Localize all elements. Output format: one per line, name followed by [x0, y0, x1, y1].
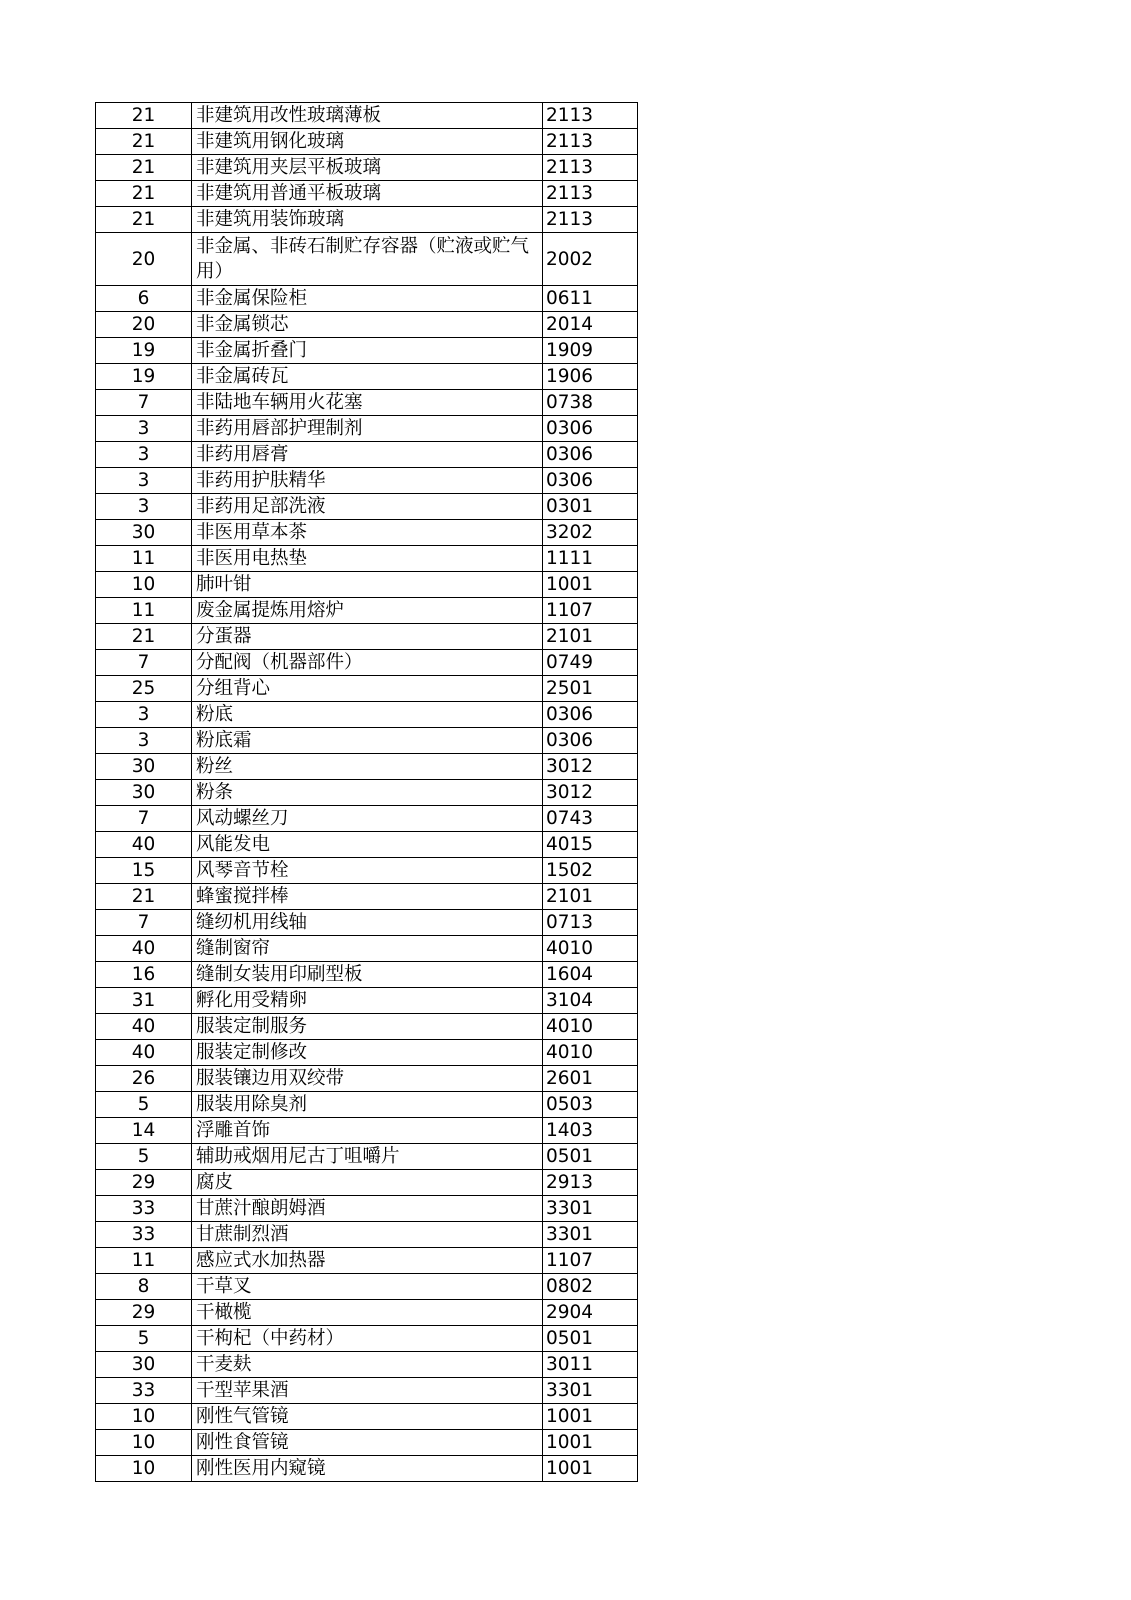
goods-name-cell: 干草叉 — [192, 1274, 543, 1300]
table-row — [96, 442, 638, 468]
goods-name-cell: 非陆地车辆用火花塞 — [192, 390, 543, 416]
group-code-cell: 2101 — [543, 624, 638, 650]
goods-name-cell: 非金属保险柜 — [192, 286, 543, 312]
table-row — [96, 1248, 638, 1274]
class-number-cell: 10 — [96, 1404, 192, 1430]
class-number-cell: 10 — [96, 1456, 192, 1482]
goods-name-cell: 刚性医用内窥镜 — [192, 1456, 543, 1482]
group-code-cell: 0306 — [543, 728, 638, 754]
class-number-cell: 21 — [96, 129, 192, 155]
class-number-cell: 10 — [96, 572, 192, 598]
table-row — [96, 624, 638, 650]
table-row — [96, 728, 638, 754]
group-code-cell: 4010 — [543, 936, 638, 962]
goods-name-cell: 服装定制服务 — [192, 1014, 543, 1040]
goods-name-cell: 粉丝 — [192, 754, 543, 780]
group-code-cell: 1502 — [543, 858, 638, 884]
table-row — [96, 1404, 638, 1430]
goods-name-cell: 粉底霜 — [192, 728, 543, 754]
goods-name-cell: 服装定制修改 — [192, 1040, 543, 1066]
table-row — [96, 1326, 638, 1352]
group-code-cell: 4010 — [543, 1040, 638, 1066]
class-number-cell: 26 — [96, 1066, 192, 1092]
goods-name-cell: 刚性食管镜 — [192, 1430, 543, 1456]
goods-name-cell: 非建筑用钢化玻璃 — [192, 129, 543, 155]
group-code-cell: 2601 — [543, 1066, 638, 1092]
class-number-cell: 20 — [96, 312, 192, 338]
group-code-cell: 2501 — [543, 676, 638, 702]
goods-name-cell: 甘蔗汁酿朗姆酒 — [192, 1196, 543, 1222]
class-number-cell: 40 — [96, 1040, 192, 1066]
group-code-cell: 1001 — [543, 572, 638, 598]
goods-name-cell: 孵化用受精卵 — [192, 988, 543, 1014]
table-row — [96, 1274, 638, 1300]
goods-name-cell: 非建筑用改性玻璃薄板 — [192, 103, 543, 129]
group-code-cell: 2113 — [543, 103, 638, 129]
class-number-cell: 21 — [96, 155, 192, 181]
group-code-cell: 3012 — [543, 780, 638, 806]
class-number-cell: 25 — [96, 676, 192, 702]
group-code-cell: 1906 — [543, 364, 638, 390]
goods-name-cell: 风能发电 — [192, 832, 543, 858]
group-code-cell: 1107 — [543, 1248, 638, 1274]
class-number-cell: 40 — [96, 832, 192, 858]
goods-name-cell: 缝制窗帘 — [192, 936, 543, 962]
table-row — [96, 780, 638, 806]
group-code-cell: 1001 — [543, 1430, 638, 1456]
group-code-cell: 0501 — [543, 1326, 638, 1352]
table-row — [96, 155, 638, 181]
table-row — [96, 988, 638, 1014]
goods-name-cell: 干橄榄 — [192, 1300, 543, 1326]
goods-name-cell: 刚性气管镜 — [192, 1404, 543, 1430]
class-number-cell: 40 — [96, 936, 192, 962]
table-row — [96, 390, 638, 416]
class-number-cell: 30 — [96, 780, 192, 806]
goods-name-cell: 分配阀（机器部件） — [192, 650, 543, 676]
class-number-cell: 3 — [96, 728, 192, 754]
class-number-cell: 7 — [96, 650, 192, 676]
table-row — [96, 1092, 638, 1118]
class-number-cell: 11 — [96, 1248, 192, 1274]
group-code-cell: 1001 — [543, 1456, 638, 1482]
group-code-cell: 3301 — [543, 1196, 638, 1222]
class-number-cell: 3 — [96, 702, 192, 728]
class-number-cell: 33 — [96, 1196, 192, 1222]
table-row — [96, 1118, 638, 1144]
goods-name-cell: 腐皮 — [192, 1170, 543, 1196]
class-number-cell: 11 — [96, 598, 192, 624]
table-row — [96, 468, 638, 494]
group-code-cell: 2113 — [543, 129, 638, 155]
class-number-cell: 10 — [96, 1430, 192, 1456]
goods-name-cell: 非金属折叠门 — [192, 338, 543, 364]
goods-name-cell: 非金属砖瓦 — [192, 364, 543, 390]
group-code-cell: 0306 — [543, 702, 638, 728]
goods-name-cell: 蜂蜜搅拌棒 — [192, 884, 543, 910]
goods-name-cell: 缝制女装用印刷型板 — [192, 962, 543, 988]
goods-name-cell: 肺叶钳 — [192, 572, 543, 598]
class-number-cell: 5 — [96, 1326, 192, 1352]
goods-table — [95, 102, 638, 1482]
group-code-cell: 0743 — [543, 806, 638, 832]
class-number-cell: 3 — [96, 494, 192, 520]
table-row — [96, 1144, 638, 1170]
table-row — [96, 1456, 638, 1482]
group-code-cell: 3104 — [543, 988, 638, 1014]
class-number-cell: 7 — [96, 806, 192, 832]
table-row — [96, 494, 638, 520]
table-row — [96, 1066, 638, 1092]
goods-name-cell: 浮雕首饰 — [192, 1118, 543, 1144]
group-code-cell: 1604 — [543, 962, 638, 988]
group-code-cell: 2904 — [543, 1300, 638, 1326]
table-row — [96, 910, 638, 936]
group-code-cell: 3011 — [543, 1352, 638, 1378]
goods-name-cell: 非建筑用夹层平板玻璃 — [192, 155, 543, 181]
table-row — [96, 364, 638, 390]
class-number-cell: 21 — [96, 181, 192, 207]
table-row — [96, 546, 638, 572]
class-number-cell: 14 — [96, 1118, 192, 1144]
table-row — [96, 884, 638, 910]
group-code-cell: 0802 — [543, 1274, 638, 1300]
goods-name-cell: 废金属提炼用熔炉 — [192, 598, 543, 624]
group-code-cell: 0738 — [543, 390, 638, 416]
goods-name-cell: 非金属锁芯 — [192, 312, 543, 338]
goods-name-cell: 非药用护肤精华 — [192, 468, 543, 494]
class-number-cell: 21 — [96, 884, 192, 910]
class-number-cell: 33 — [96, 1378, 192, 1404]
group-code-cell: 3301 — [543, 1378, 638, 1404]
group-code-cell: 4010 — [543, 1014, 638, 1040]
goods-name-cell: 甘蔗制烈酒 — [192, 1222, 543, 1248]
group-code-cell: 2113 — [543, 207, 638, 233]
goods-name-cell: 干麦麸 — [192, 1352, 543, 1378]
goods-name-cell: 粉底 — [192, 702, 543, 728]
class-number-cell: 5 — [96, 1092, 192, 1118]
goods-name-cell: 非金属、非砖石制贮存容器（贮液或贮气用） — [192, 233, 543, 286]
goods-name-cell: 风琴音节栓 — [192, 858, 543, 884]
table-row — [96, 806, 638, 832]
goods-name-cell: 非药用唇膏 — [192, 442, 543, 468]
group-code-cell: 2113 — [543, 181, 638, 207]
goods-name-cell: 服装镶边用双绞带 — [192, 1066, 543, 1092]
class-number-cell: 30 — [96, 754, 192, 780]
goods-name-cell: 缝纫机用线轴 — [192, 910, 543, 936]
group-code-cell: 3301 — [543, 1222, 638, 1248]
group-code-cell: 1111 — [543, 546, 638, 572]
table-row — [96, 207, 638, 233]
class-number-cell: 33 — [96, 1222, 192, 1248]
table-row — [96, 572, 638, 598]
table-row — [96, 338, 638, 364]
goods-name-cell: 非医用草本茶 — [192, 520, 543, 546]
group-code-cell: 2014 — [543, 312, 638, 338]
group-code-cell: 2113 — [543, 155, 638, 181]
table-row — [96, 936, 638, 962]
group-code-cell: 1107 — [543, 598, 638, 624]
group-code-cell: 2101 — [543, 884, 638, 910]
goods-name-cell: 粉条 — [192, 780, 543, 806]
table-row — [96, 1300, 638, 1326]
table-row — [96, 650, 638, 676]
class-number-cell: 6 — [96, 286, 192, 312]
table-row — [96, 1170, 638, 1196]
goods-name-cell: 分蛋器 — [192, 624, 543, 650]
table-row — [96, 1196, 638, 1222]
group-code-cell: 0306 — [543, 442, 638, 468]
table-row — [96, 702, 638, 728]
goods-name-cell: 感应式水加热器 — [192, 1248, 543, 1274]
table-row — [96, 1352, 638, 1378]
table-row — [96, 416, 638, 442]
table-row — [96, 233, 638, 286]
goods-name-cell: 非药用唇部护理制剂 — [192, 416, 543, 442]
group-code-cell: 2002 — [543, 233, 638, 286]
goods-name-cell: 服装用除臭剂 — [192, 1092, 543, 1118]
class-number-cell: 21 — [96, 103, 192, 129]
table-row — [96, 832, 638, 858]
class-number-cell: 40 — [96, 1014, 192, 1040]
group-code-cell: 0306 — [543, 416, 638, 442]
table-row — [96, 1014, 638, 1040]
table-row — [96, 286, 638, 312]
class-number-cell: 21 — [96, 207, 192, 233]
table-row — [96, 181, 638, 207]
group-code-cell: 0301 — [543, 494, 638, 520]
goods-name-cell: 干枸杞（中药材） — [192, 1326, 543, 1352]
group-code-cell: 0503 — [543, 1092, 638, 1118]
table-row — [96, 598, 638, 624]
group-code-cell: 2913 — [543, 1170, 638, 1196]
group-code-cell: 0713 — [543, 910, 638, 936]
class-number-cell: 31 — [96, 988, 192, 1014]
class-number-cell: 7 — [96, 910, 192, 936]
goods-table-body — [96, 103, 638, 1482]
class-number-cell: 30 — [96, 520, 192, 546]
goods-name-cell: 分组背心 — [192, 676, 543, 702]
goods-name-cell: 非药用足部洗液 — [192, 494, 543, 520]
group-code-cell: 1403 — [543, 1118, 638, 1144]
class-number-cell: 30 — [96, 1352, 192, 1378]
table-row — [96, 312, 638, 338]
table-row — [96, 858, 638, 884]
group-code-cell: 0501 — [543, 1144, 638, 1170]
group-code-cell: 0306 — [543, 468, 638, 494]
class-number-cell: 21 — [96, 624, 192, 650]
class-number-cell: 29 — [96, 1300, 192, 1326]
class-number-cell: 20 — [96, 233, 192, 286]
table-row — [96, 1378, 638, 1404]
class-number-cell: 8 — [96, 1274, 192, 1300]
table-row — [96, 1222, 638, 1248]
group-code-cell: 3202 — [543, 520, 638, 546]
group-code-cell: 1001 — [543, 1404, 638, 1430]
class-number-cell: 19 — [96, 338, 192, 364]
class-number-cell: 5 — [96, 1144, 192, 1170]
class-number-cell: 3 — [96, 416, 192, 442]
class-number-cell: 29 — [96, 1170, 192, 1196]
table-row — [96, 1040, 638, 1066]
table-row — [96, 129, 638, 155]
table-row — [96, 1430, 638, 1456]
table-row — [96, 103, 638, 129]
class-number-cell: 19 — [96, 364, 192, 390]
class-number-cell: 7 — [96, 390, 192, 416]
table-row — [96, 520, 638, 546]
goods-name-cell: 干型苹果酒 — [192, 1378, 543, 1404]
table-row — [96, 962, 638, 988]
group-code-cell: 1909 — [543, 338, 638, 364]
goods-name-cell: 非医用电热垫 — [192, 546, 543, 572]
goods-name-cell: 辅助戒烟用尼古丁咀嚼片 — [192, 1144, 543, 1170]
class-number-cell: 11 — [96, 546, 192, 572]
group-code-cell: 0749 — [543, 650, 638, 676]
class-number-cell: 16 — [96, 962, 192, 988]
class-number-cell: 15 — [96, 858, 192, 884]
goods-name-cell: 非建筑用普通平板玻璃 — [192, 181, 543, 207]
group-code-cell: 0611 — [543, 286, 638, 312]
group-code-cell: 3012 — [543, 754, 638, 780]
table-row — [96, 676, 638, 702]
class-number-cell: 3 — [96, 442, 192, 468]
table-row — [96, 754, 638, 780]
group-code-cell: 4015 — [543, 832, 638, 858]
goods-name-cell: 风动螺丝刀 — [192, 806, 543, 832]
class-number-cell: 3 — [96, 468, 192, 494]
goods-name-cell: 非建筑用装饰玻璃 — [192, 207, 543, 233]
